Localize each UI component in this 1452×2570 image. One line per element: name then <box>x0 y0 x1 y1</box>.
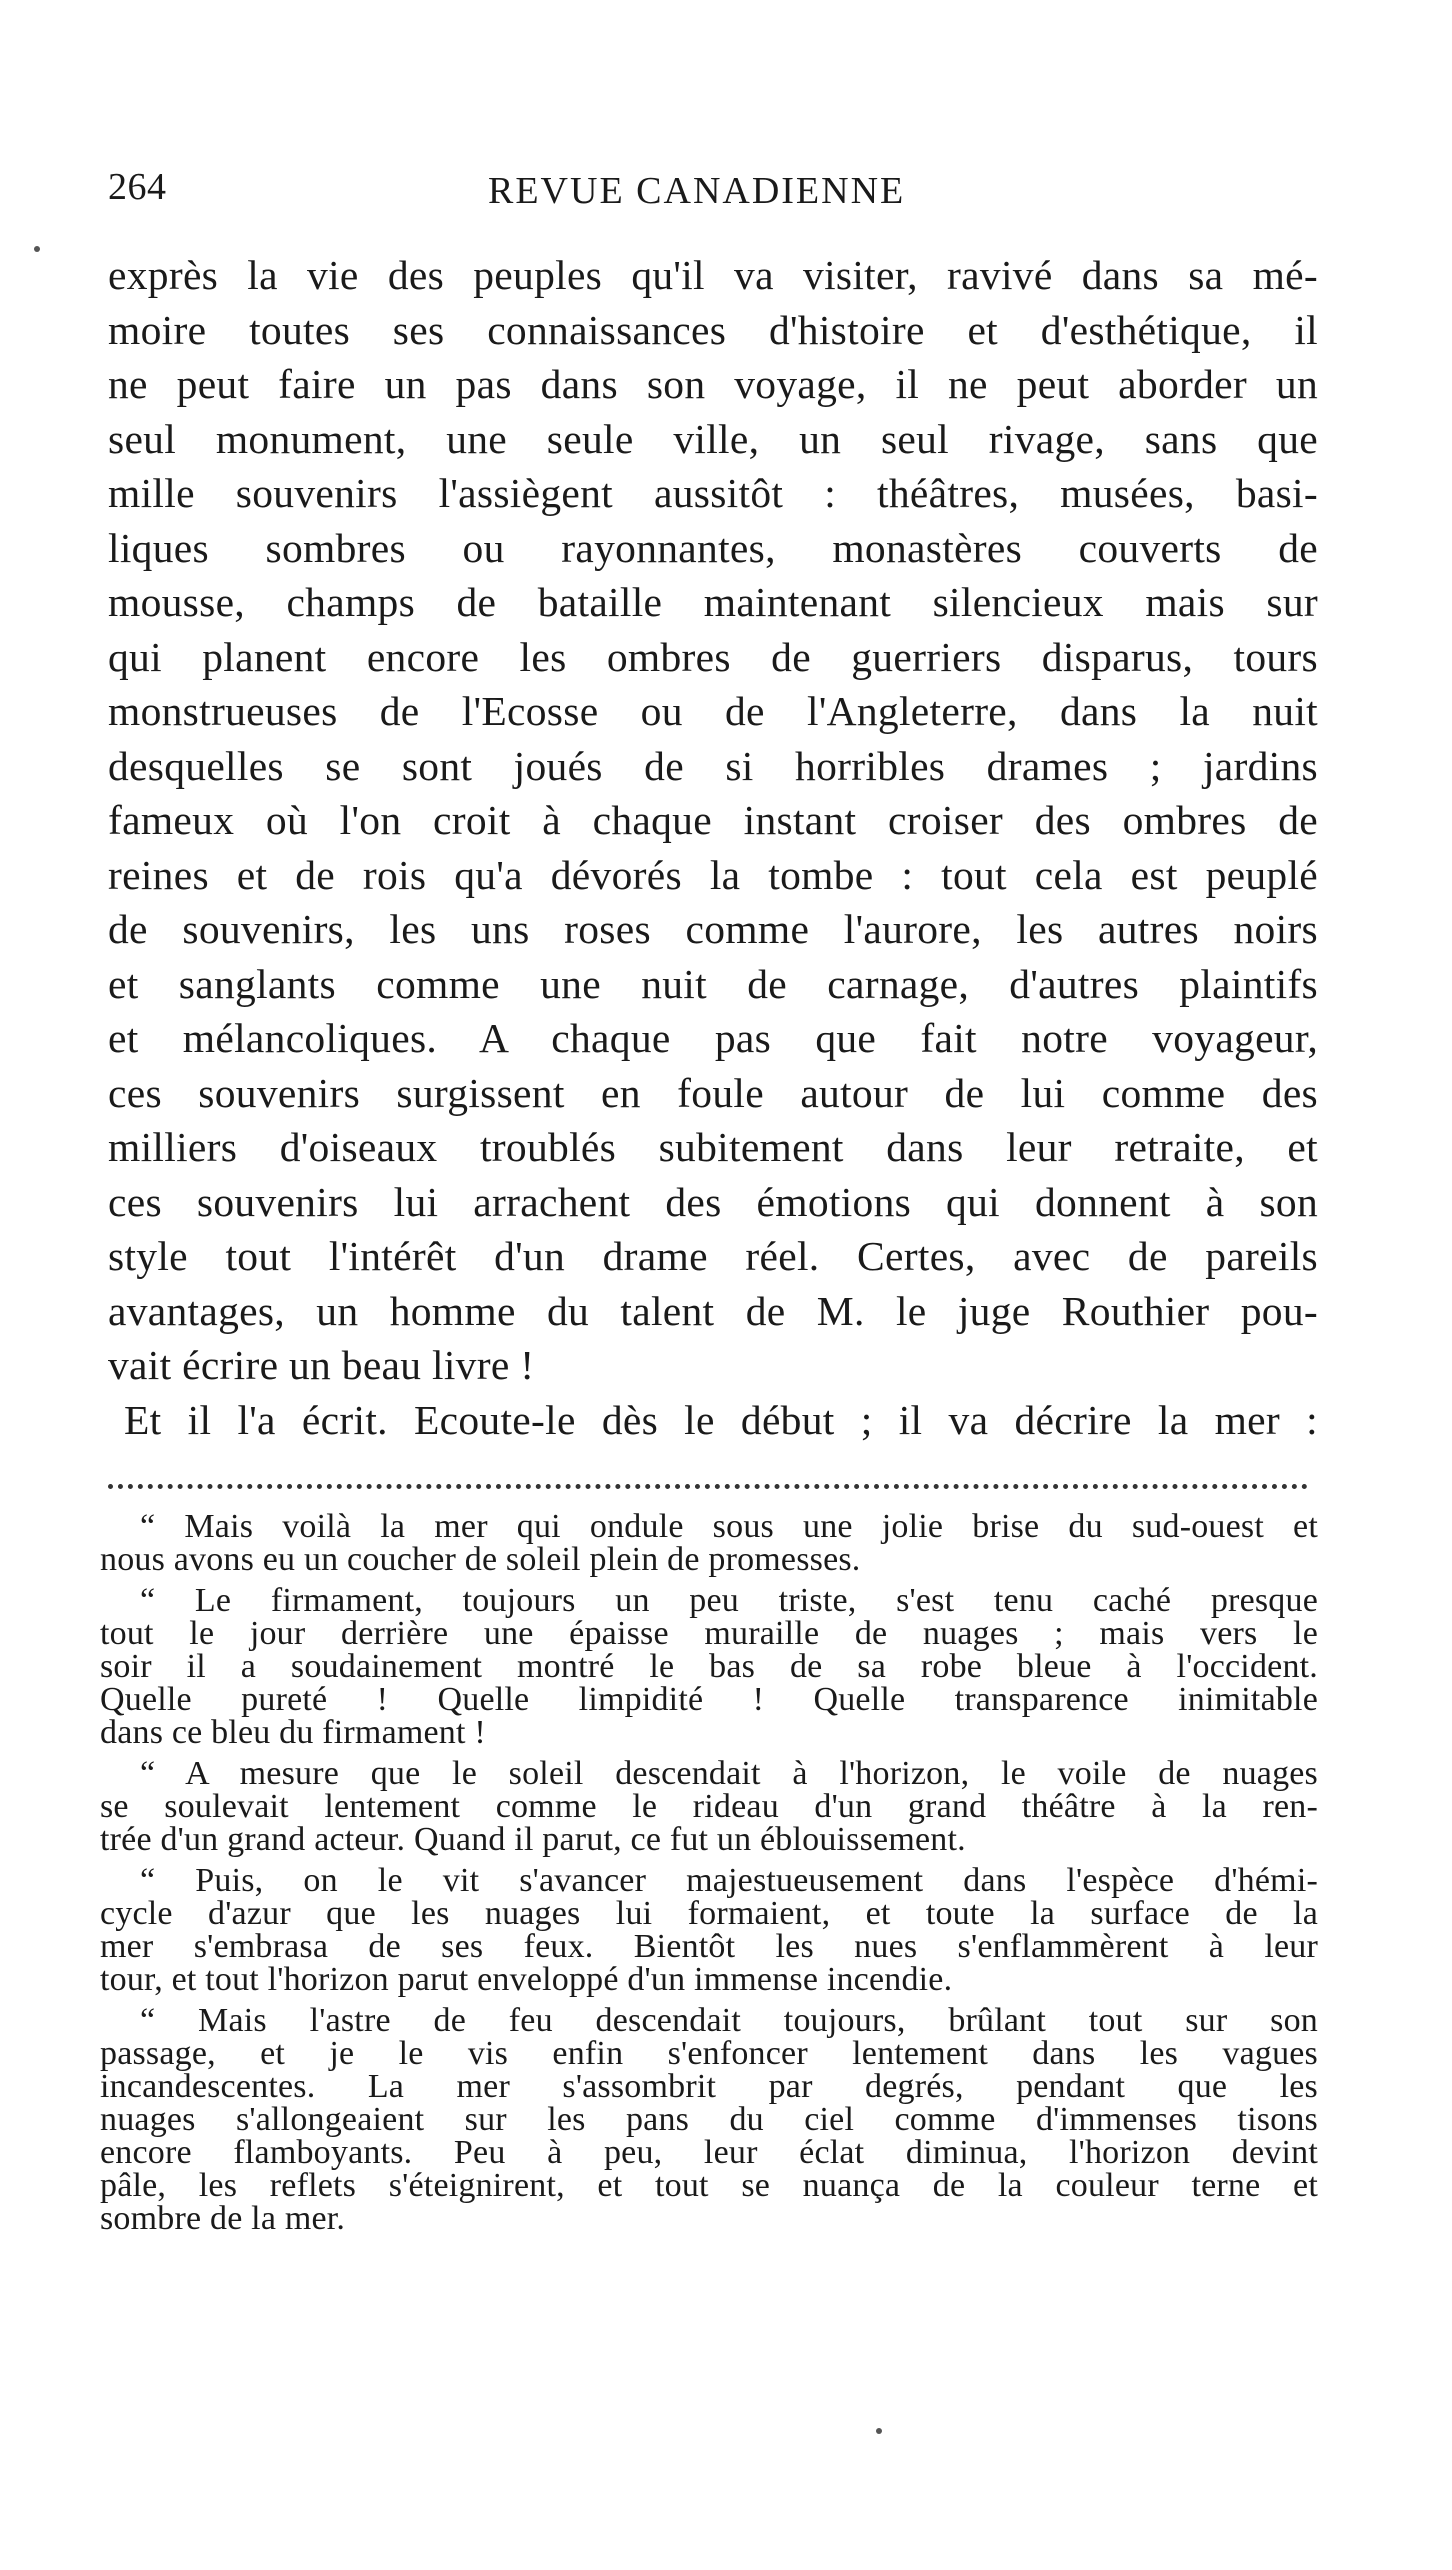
quote-line: “ Puis, on le vit s'avancer majestueusement dans l'espèce d'hémi- <box>140 1862 1318 1899</box>
quote-line: pâle, les reflets s'éteignirent, et tout se nuança de la couleur terne et <box>100 2167 1318 2204</box>
body-line: desquelles se sont joués de si horribles drames ; jardins <box>108 742 1318 789</box>
running-title: REVUE CANADIENNE <box>488 170 906 212</box>
quote-line: “ A mesure que le soleil descendait à l'horizon, le voile de nuages <box>140 1755 1318 1792</box>
quote-line: tour, et tout l'horizon parut enveloppé d'un immense incendie. <box>100 1961 953 1998</box>
body-line: avantages, un homme du talent de M. le juge Routhier pou- <box>108 1287 1318 1334</box>
body-line: vait écrire un beau livre ! <box>108 1342 535 1388</box>
body-line: qui planent encore les ombres de guerriers disparus, tours <box>108 633 1318 680</box>
body-line: mille souvenirs l'assiègent aussitôt : théâtres, musées, basi- <box>108 470 1318 516</box>
body-line: fameux où l'on croit à chaque instant croiser des ombres de <box>108 797 1318 843</box>
body-line: exprès la vie des peuples qu'il va visiter, ravivé dans sa mé- <box>108 252 1318 298</box>
body-line: seul monument, une seule ville, un seul rivage, sans que <box>108 415 1318 462</box>
page-number: 264 <box>108 166 167 208</box>
body-text <box>108 248 1318 1447</box>
quote-line: se soulevait lentement comme le rideau d'un grand théâtre à la ren- <box>100 1788 1318 1825</box>
ink-speck <box>34 246 40 252</box>
body-line: ces souvenirs surgissent en foule autour de lui comme des <box>108 1069 1318 1116</box>
body-line: et sanglants comme une nuit de carnage, d'autres plaintifs <box>108 960 1318 1007</box>
ellipsis-separator <box>108 1484 1308 1495</box>
quote-line: trée d'un grand acteur. Quand il parut, ce fut un éblouissement. <box>100 1821 966 1858</box>
quote-line: “ Mais voilà la mer qui ondule sous une jolie brise du sud-ouest et <box>140 1508 1318 1545</box>
body-line: Et il l'a écrit. Ecoute-le dès le début ; il va décrire la mer : <box>124 1396 1318 1443</box>
quote-line: nuages s'allongeaient sur les pans du ciel comme d'immenses tisons <box>100 2101 1318 2138</box>
ink-speck <box>876 2428 882 2434</box>
body-line: ne peut faire un pas dans son voyage, il ne peut aborder un <box>108 361 1318 407</box>
quote-line: mer s'embrasa de ses feux. Bientôt les nues s'enflammèrent à leur <box>100 1928 1318 1965</box>
page-header <box>108 165 1318 225</box>
body-line: milliers d'oiseaux troublés subitement dans leur retraite, et <box>108 1124 1318 1170</box>
body-line: liques sombres ou rayonnantes, monastères couverts de <box>108 524 1318 571</box>
body-line: reines et de rois qu'a dévorés la tombe : tout cela est peuplé <box>108 851 1318 898</box>
quote-line: incandescentes. La mer s'assombrit par degrés, pendant que les <box>100 2068 1318 2105</box>
body-line: monstrueuses de l'Ecosse ou de l'Angleterre, dans la nuit <box>108 688 1318 734</box>
quote-line: “ Le firmament, toujours un peu triste, s'est tenu caché presque <box>140 1582 1318 1619</box>
quote-line: sombre de la mer. <box>100 2200 346 2237</box>
body-line: de souvenirs, les uns roses comme l'aurore, les autres noirs <box>108 906 1318 952</box>
body-line: style tout l'intérêt d'un drame réel. Certes, avec de pareils <box>108 1233 1318 1279</box>
body-line: moire toutes ses connaissances d'histoire et d'esthétique, il <box>108 306 1318 353</box>
quote-line: cycle d'azur que les nuages lui formaient, et toute la surface de la <box>100 1895 1318 1932</box>
quote-line: Quelle pureté ! Quelle limpidité ! Quelle transparence inimitable <box>100 1681 1318 1718</box>
quote-line: dans ce bleu du firmament ! <box>100 1714 486 1751</box>
quote-line: “ Mais l'astre de feu descendait toujours, brûlant tout sur son <box>140 2002 1318 2039</box>
quotation-block <box>100 1510 1318 2235</box>
body-line: mousse, champs de bataille maintenant silencieux mais sur <box>108 579 1318 625</box>
body-line: et mélancoliques. A chaque pas que fait notre voyageur, <box>108 1015 1318 1061</box>
quote-line: encore flamboyants. Peu à peu, leur éclat diminua, l'horizon devint <box>100 2134 1318 2171</box>
quote-line: tout le jour derrière une épaisse muraille de nuages ; mais vers le <box>100 1615 1318 1652</box>
quote-line: passage, et je le vis enfin s'enfoncer lentement dans les vagues <box>100 2035 1318 2072</box>
quote-line: soir il a soudainement montré le bas de sa robe bleue à l'occident. <box>100 1648 1318 1685</box>
body-line: ces souvenirs lui arrachent des émotions qui donnent à son <box>108 1178 1318 1225</box>
quote-line: nous avons eu un coucher de soleil plein de promesses. <box>100 1541 861 1578</box>
